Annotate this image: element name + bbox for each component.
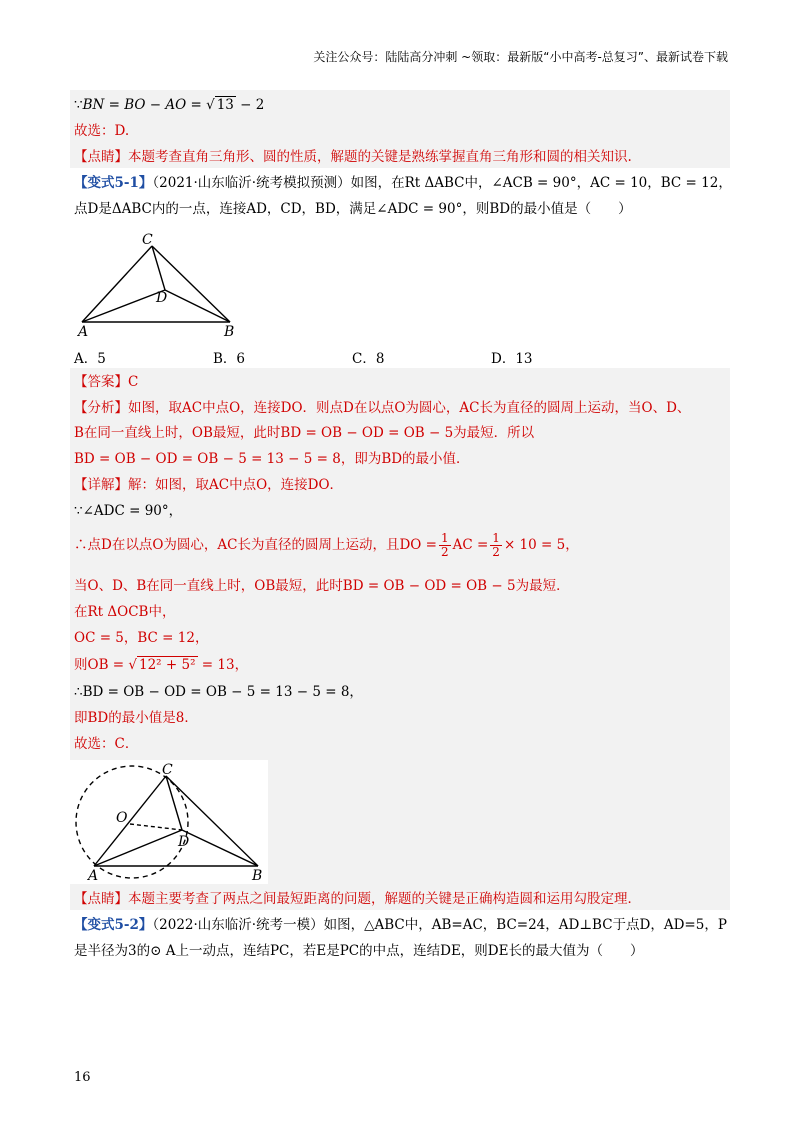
because-symbol: ∵ (74, 97, 83, 113)
edge-ad (82, 290, 168, 322)
sqrt-radicand: 13 (216, 97, 234, 113)
detail-line8: ∴BD = OB − OD = OB − 5 = 13 − 5 = 8， (74, 684, 363, 700)
detail-line2: ∵∠ADC = 90°， (74, 503, 183, 519)
detail-line10: 故选：C． (74, 736, 139, 752)
prev-comment (74, 147, 632, 167)
analysis-tag: 【分析】 (74, 400, 128, 416)
answer-tag: 【答案】 (74, 374, 128, 390)
dashed-od (130, 824, 182, 830)
edge-ca (82, 246, 152, 322)
comment-text-2: 本题主要考查了两点之间最短距离的问题，解题的关键是正确构造圆和运用勾股定理． (128, 891, 641, 907)
prev-answer: 故选：D. (74, 123, 130, 139)
option-a: A．5 (74, 351, 106, 367)
dashed-circle (76, 766, 188, 878)
answer-value: C (128, 374, 139, 390)
question-5-2-line1 (74, 915, 727, 935)
comment-tag-2: 【点睛】 (74, 891, 128, 907)
analysis-line1 (74, 398, 690, 418)
label-c: C (142, 232, 153, 248)
detail-line3 (74, 532, 579, 559)
analysis-text-1: 如图，取AC中点O，连接DO．则点D在以点O为圆心，AC长为直径的圆周上运动，当O、D、 (128, 400, 691, 416)
analysis-line3: BD = OB − OD = OB − 5 = 13 − 5 = 8，即为BD的最小值． (74, 451, 470, 467)
detail-line5: 在Rt ΔOCB中， (74, 604, 176, 620)
question-5-1-line2: 点D是ΔABC内的一点，连接AD，CD，BD，满足∠ADC = 90°，则BD的最小值是（ ） (74, 201, 632, 217)
detail-text-3b: AC = (452, 537, 489, 553)
label-c: C (162, 762, 173, 778)
detail-text-7a: 则OB = (74, 657, 129, 673)
fraction-one-half (439, 532, 451, 559)
question-5-1-line1 (74, 173, 732, 193)
sqrt-symbol: √ (206, 97, 215, 113)
detail-tag: 【详解】 (74, 477, 128, 493)
detail-line9: 即BD的最小值是8． (74, 710, 198, 726)
option-c: C．8 (352, 351, 385, 367)
label-a: A (88, 868, 99, 884)
sqrt-radicand-2: 12² + 5² (139, 657, 196, 673)
fraction-denominator: 2 (440, 545, 449, 559)
label-b: B (252, 868, 263, 884)
question-text: （2021·山东临沂·统考模拟预测）如图，在Rt ΔABC中，∠ACB = 90°，AC = 10，BC = 12， (152, 175, 732, 191)
detail-text-3a: ∴点D在以点O为圆心，AC长为直径的圆周上运动，且DO = (74, 537, 437, 553)
option-d: D．13 (491, 351, 533, 367)
fraction-one-half-2 (490, 532, 502, 559)
solution-figure (70, 760, 268, 884)
comment-tag: 【点睛】 (74, 149, 128, 165)
fraction-numerator-2: 1 (492, 531, 500, 545)
label-d: D (156, 290, 168, 306)
answer-line (74, 372, 138, 392)
detail-line1 (74, 475, 343, 495)
prev-expression-tail: − 2 (235, 97, 265, 113)
detail-text-7b: = 13， (197, 657, 249, 673)
fraction-denominator-2: 2 (492, 545, 500, 559)
fraction-numerator: 1 (440, 531, 449, 545)
detail-line6: OC = 5，BC = 12， (74, 630, 209, 646)
solution-comment (74, 889, 641, 909)
page-number: 16 (74, 1070, 91, 1085)
question-tag: 【变式5-1】 (74, 175, 153, 191)
analysis-line2: B在同一直线上时，OB最短，此时BD = OB − OD = OB − 5为最短．所以 (74, 425, 535, 441)
prev-expression: BN = BO − AO = (82, 97, 207, 113)
question-text-2: （2022·山东临沂·统考一模）如图，△ABC中，AB=AC，BC=24，AD⊥BC于点D，AD=5，P (152, 917, 727, 933)
prev-solution-line (74, 95, 264, 115)
detail-text-3c: × 10 = 5， (503, 537, 579, 553)
edge-ca (94, 776, 166, 866)
label-a: A (78, 324, 89, 340)
edge-ad (94, 830, 182, 866)
detail-text-1: 解：如图，取AC中点O，连接DO． (128, 477, 344, 493)
label-b: B (224, 324, 235, 340)
answer-options (74, 347, 634, 367)
detail-line4: 当O、D、B在同一直线上时，OB最短，此时BD = OB − OD = OB − 5为最短． (74, 578, 570, 594)
comment-text: 本题考查直角三角形、圆的性质，解题的关键是熟练掌握直角三角形和圆的相关知识. (128, 149, 632, 165)
detail-line7 (74, 655, 248, 675)
option-b: B．6 (213, 351, 246, 367)
edge-bd (182, 830, 258, 866)
label-o: O (116, 810, 128, 826)
page-header: 关注公众号：陆陆高分冲刺 ~领取：最新版“小中高考-总复习”、最新试卷下载 (313, 50, 728, 64)
question-figure (70, 228, 260, 343)
question-5-2-line2: 是半径为3的⊙ A上一动点，连结PC，若E是PC的中点，连结DE，则DE长的最大值为（ ） (74, 943, 644, 959)
question-tag-2: 【变式5-2】 (74, 917, 153, 933)
edge-bd (165, 290, 230, 322)
sqrt-symbol-2: √ (128, 657, 137, 673)
label-d: D (178, 834, 190, 850)
